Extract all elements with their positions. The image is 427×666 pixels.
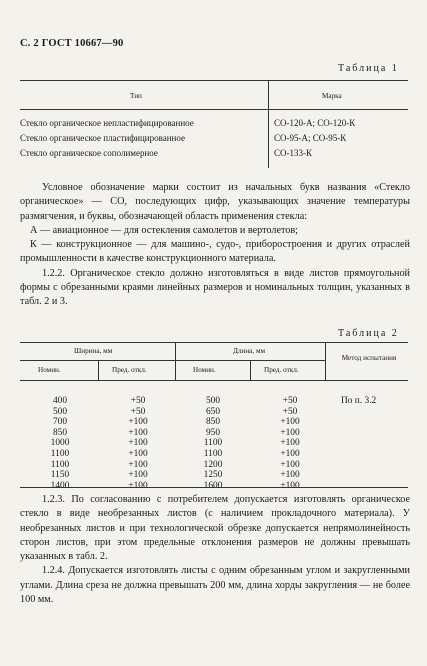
table1-row-mark: СО-120-А; СО-120-К	[274, 118, 356, 128]
table2-col-width-dev	[118, 396, 158, 491]
table2-bottom-rule	[20, 487, 408, 488]
body-text-block	[20, 181, 410, 310]
table2-cell: 1400	[50, 480, 70, 491]
table1-col-divider	[268, 80, 269, 168]
table2-divider-width	[98, 360, 99, 380]
page-header: С. 2 ГОСТ 10667—90	[20, 38, 124, 49]
table2-sub-nom: Номин.	[193, 366, 216, 374]
table2-cell: +100	[280, 417, 300, 428]
table2-sub-dev: Пред. откл.	[112, 366, 147, 374]
table2-cell: +100	[128, 438, 148, 449]
paragraph: А — авиационное — для остекления самолетов и вертолетов;	[30, 224, 299, 236]
table2-cell: +50	[282, 396, 298, 406]
table2-group-rule	[20, 360, 325, 361]
table2-cell: 850	[205, 417, 221, 428]
table2-cell: +100	[280, 459, 300, 470]
table2-cell: +100	[280, 470, 300, 481]
table2-cell: +100	[128, 459, 148, 470]
table2-sub-dev: Пред. откл.	[264, 366, 299, 374]
table2-cell: +100	[128, 417, 148, 428]
table2-cell: 1100	[50, 459, 70, 470]
table2-divider-length	[250, 360, 251, 380]
table2-group-length: Длина, мм	[233, 347, 266, 355]
table1-row-mark: СО-133-К	[274, 148, 312, 158]
table2-cell: 1100	[50, 448, 70, 459]
table2-cell: 650	[205, 406, 221, 417]
table2-cell: +100	[128, 427, 148, 438]
table1-header-type: Тип	[130, 92, 142, 100]
table2-divider-method	[325, 342, 326, 380]
table2-cell: +100	[128, 480, 148, 491]
table2-sub-nom: Номин.	[38, 366, 61, 374]
paragraph: 1.2.2. Органическое стекло должно изготовляться в виде листов прямоугольной формы с обрезанными краями линейных размеров и номинальных толщин, указанных в табл. 2 и 3.	[20, 267, 410, 308]
table2-col-length-nom	[193, 396, 233, 491]
table2-cell: +100	[128, 470, 148, 481]
table2-cell: +100	[280, 480, 300, 491]
table2-cell: 850	[52, 427, 68, 438]
table2-cell: 1100	[203, 448, 223, 459]
table2-divider-main	[175, 342, 176, 380]
table2-cell: 500	[52, 406, 68, 417]
paragraph: Условное обозначение марки состоит из начальных букв названия «Стекло органическое» — СО, последующих цифр, указывающих значение температуры размягчения, и буквы, обозначающей область применения стекла:	[20, 182, 410, 222]
table2-group-width: Ширина, мм	[74, 347, 113, 355]
table1-row-type: Стекло органическое пластифицированное	[20, 133, 185, 143]
table2-cell: 1100	[203, 438, 223, 449]
table2-cell: +50	[282, 406, 298, 417]
paragraph: К — конструкционное — для машино-, судо-, приборостроения и других отраслей промышленности в качестве конструкционного материала.	[20, 239, 410, 265]
table1-header-rule	[20, 109, 408, 110]
table2-cell: 1250	[203, 470, 223, 481]
table2-cell: +100	[280, 448, 300, 459]
table1-row-type: Стекло органическое сополимерное	[20, 148, 158, 158]
table2-cell: 1200	[203, 459, 223, 470]
table1-top-rule	[20, 80, 408, 81]
table2-col-width-nom	[40, 396, 80, 491]
table2-cell: 950	[205, 427, 221, 438]
table1-header-mark: Марка	[322, 92, 342, 100]
table2-group-method: Метод испытания	[341, 354, 397, 362]
paragraph: 1.2.4. Допускается изготовлять листы с одним обрезанным углом и закругленными углами. Длина среза не должна превышать 200 мм, длина хорды закругления — не более 100 мм.	[20, 565, 410, 606]
table2-cell: 400	[52, 396, 68, 406]
table2-col-length-dev	[270, 396, 310, 491]
table1-caption: Таблица 1	[338, 63, 399, 74]
table2-cell: +100	[280, 427, 300, 438]
table2-cell: +50	[130, 406, 146, 417]
table2-method-value: По п. 3.2	[341, 396, 377, 406]
table2-cell: 700	[52, 417, 68, 428]
table1-row-mark: СО-95-А; СО-95-К	[274, 133, 347, 143]
table2-cell: 500	[205, 396, 221, 406]
table2-cell: 1000	[50, 438, 70, 449]
paragraph: 1.2.3. По согласованию с потребителем допускается изготовлять органическое стекло в виде необрезанных листов (с наличием прокладочного материала). У необрезанных листов и при технологической обрезке допускается непрямолинейность сторон листов, при этом предельные отклонения размеров не должны превышать указанных в табл. 2.	[20, 494, 410, 563]
table1-row-type: Стекло органическое непластифицированное	[20, 118, 194, 128]
table2-cell: 1600	[203, 480, 223, 491]
table2-cell: +100	[280, 438, 300, 449]
table2-cell: 1150	[50, 470, 70, 481]
table2-header-rule	[20, 380, 408, 381]
table2-cell: +50	[130, 396, 146, 406]
table2-cell: +100	[128, 448, 148, 459]
body-text-block-2	[20, 493, 410, 607]
table2-top-rule	[20, 342, 408, 343]
table2-caption: Таблица 2	[338, 328, 399, 339]
